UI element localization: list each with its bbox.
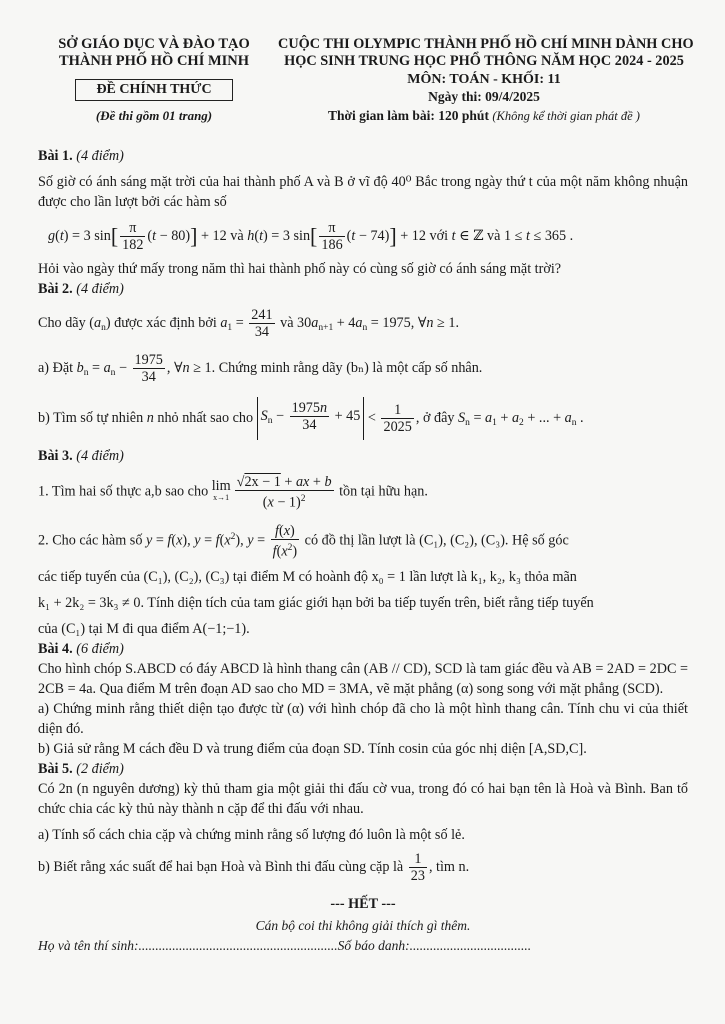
candidate-fields: Họ và tên thí sinh:...........................................................Số báo danh:.................................... <box>38 938 532 954</box>
problem-2-title: Bài 2. <box>38 281 73 297</box>
header-left <box>38 36 270 124</box>
proctor-note: Cán bộ coi thi không giải thích gì thêm. <box>255 918 471 934</box>
problem-1-points: (4 điểm) <box>76 148 124 164</box>
candidate-name-label: Họ và tên thí sinh: <box>38 938 139 954</box>
problem-2-heading <box>38 279 688 299</box>
problem-3-part-2-line-2: các tiếp tuyến của (C₁), (C₂), (C₃) tại điểm M có hoành độ x₀ = 1 lần lượt là k₁, k₂, k₃ thỏa mãn <box>38 569 577 586</box>
contest-title-1: CUỘC THI OLYMPIC THÀNH PHỐ HỒ CHÍ MINH DÀNH CHO <box>278 36 694 52</box>
problem-1-question: Hỏi vào ngày thứ mấy trong năm thì hai thành phố này có cùng số giờ có ánh sáng mặt trời? <box>38 261 562 277</box>
subject: MÔN: TOÁN - KHỐI: 11 <box>407 72 561 87</box>
problem-2-definition: Cho dãy $(a_n)$ được xác định bởi $a_1$ = $\frac{241}{34}$ và $30a_{n+1} + 4a_n = 1975$, ∀n ≥ 1. <box>38 307 460 340</box>
time-limit: Thời gian làm bài: 120 phút <box>328 108 489 123</box>
problem-3-points: (4 điểm) <box>76 448 124 464</box>
exam-date: Ngày thi: 09/4/2025 <box>428 89 540 104</box>
problem-3-title: Bài 3. <box>38 448 73 464</box>
time-note: (Không kể thời gian phát đề ) <box>492 109 640 123</box>
problem-5-heading <box>38 759 688 779</box>
problem-4-points: (6 điểm) <box>76 641 124 658</box>
candidate-id-label: Số báo danh: <box>337 938 410 954</box>
problem-5-text: Có 2n (n nguyên dương) kỳ thủ tham gia một giải thi đấu cờ vua, trong đó có hai bạn tên là Hoà và Bình. Ban tổ chức chia các kỳ thủ này thành n cặp để thi đấu với nhau. <box>38 781 688 818</box>
header-right <box>278 36 694 125</box>
problem-4-text: Cho hình chóp S.ABCD có đáy ABCD là hình thang cân (AB // CD), SCD là tam giác đều và AB = 2AD = 2DC = 2CB = 4a. Qua điểm M trên đoạn AD sao cho MD = 3MA, vẽ mặt phẳng (α) song song với mặt phẳng (SCD). <box>38 661 688 698</box>
problem-4-heading <box>38 639 688 659</box>
problem-5-title: Bài 5. <box>38 761 73 778</box>
department-line-2: THÀNH PHỐ HỒ CHÍ MINH <box>58 53 250 69</box>
problem-3-part-2: 2. Cho các hàm số y = f(x), $y = f(x^2)$, y = $\frac{f(x)}{f(x^2)}$ có đồ thị lần lượt là (C₁), (C₂), (C₃). Hệ số góc <box>38 522 569 560</box>
exam-time <box>278 107 690 125</box>
exam-content <box>38 146 688 956</box>
end-marker: --- HẾT --- <box>330 896 396 913</box>
problem-2-part-a: a) Đặt $b_n = a_n$ − $\frac{1975}{34}$ , ∀n ≥ 1. Chứng minh rằng dãy (bₙ) là một cấp số nhân. <box>38 352 483 385</box>
problem-1-title: Bài 1. <box>38 148 73 164</box>
problem-2-points: (4 điểm) <box>76 281 124 297</box>
department-line-1: SỞ GIÁO DỤC VÀ ĐÀO TẠO <box>58 36 250 52</box>
problem-5-part-a: a) Tính số cách chia cặp và chứng minh rằng số lượng đó luôn là một số lẻ. <box>38 827 465 844</box>
problem-2-part-b: b) Tìm số tự nhiên n nhỏ nhất sao cho $S_n$ − $\frac{1975n}{34}$ + 45 < $\frac{1}{2025}$ , ở đây $S_n = a_1 + a_2$ + ... + $a_n$ . <box>38 397 688 440</box>
problem-1-text: Số giờ có ánh sáng mặt trời của hai thành phố A và B ở vĩ độ 40⁰ Bắc trong ngày thứ t của một năm không nhuận được cho lần lượt bởi các hàm số <box>38 174 688 210</box>
problem-4-part-a: a) Chứng minh rằng thiết diện tạo được từ (α) với hình chóp đã cho là một hình thang cân. Tính chu vi của thiết diện đó. <box>38 701 688 738</box>
contest-title-2: HỌC SINH TRUNG HỌC PHỔ THÔNG NĂM HỌC 2024 - 2025 <box>284 53 684 69</box>
problem-5-points: (2 điểm) <box>76 761 124 778</box>
pages-note: (Đề thi gồm 01 trang) <box>95 108 213 123</box>
problem-3-part-2-line-3: k₁ + 2k₂ = 3k₃ ≠ 0. Tính diện tích của tam giác giới hạn bởi ba tiếp tuyến trên, biết rằng tiếp tuyến <box>38 595 594 612</box>
problem-4-title: Bài 4. <box>38 641 73 658</box>
problem-5-part-b: b) Biết rằng xác suất để hai bạn Hoà và Bình thi đấu cùng cặp là $\frac{1}{23}$ , tìm n. <box>38 851 470 885</box>
problem-3-part-2-line-4: của (C₁) tại M đi qua điểm A(−1;−1). <box>38 621 250 638</box>
problem-4-part-b: b) Giả sử rằng M cách đều D và trung điểm của đoạn SD. Tính cosin của góc nhị diện [A,SD,C]. <box>38 741 587 758</box>
problem-3-heading <box>38 446 688 466</box>
problem-1-heading <box>38 146 688 166</box>
problem-1-formula: g(t) = 3 sin[ $\frac{\pi}{182}$ (t − 80)] + 12 và h(t) = 3 sin[ $\frac{\pi}{186}$ (t − 74)] + 12 với t ∈ ℤ và 1 ≤ t ≤ 365 . <box>48 220 574 253</box>
official-stamp: ĐỀ CHÍNH THỨC <box>75 79 233 101</box>
problem-3-part-1: 1. Tìm hai số thực a,b sao cho lim x→1 $\frac{√2x - 1 + ax + b}{(x - 1)^2}$ tồn tại hữu hạn. <box>38 474 428 511</box>
